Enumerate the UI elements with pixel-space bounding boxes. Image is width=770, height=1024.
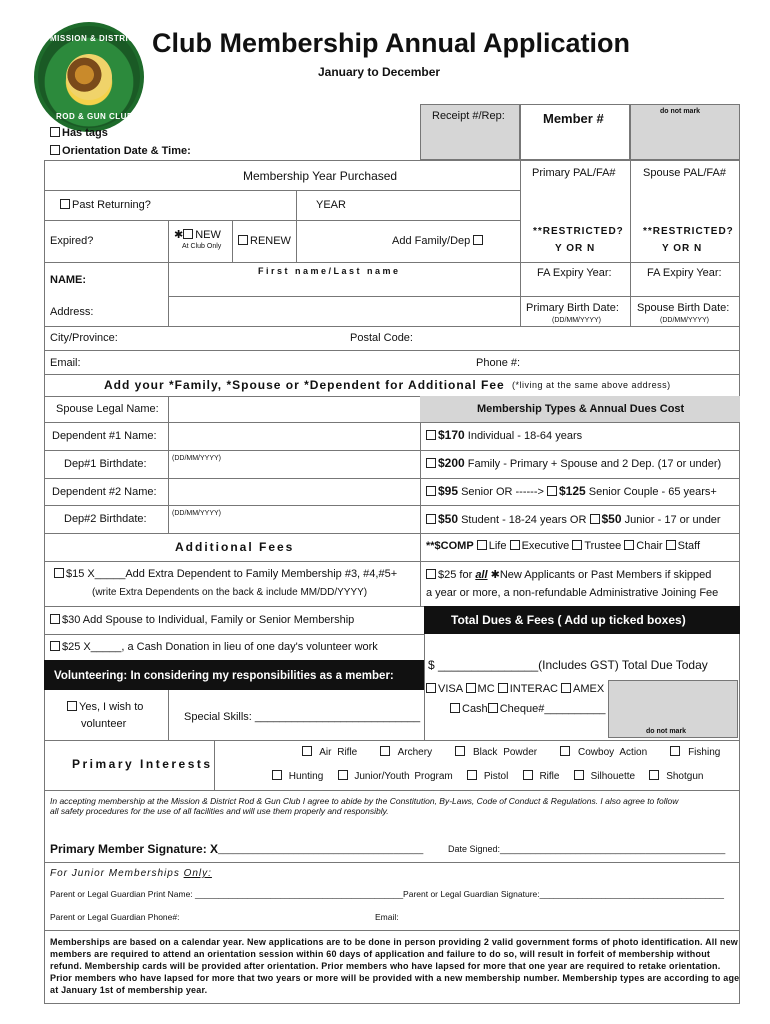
mc-checkbox[interactable]	[466, 683, 476, 693]
membership-year-heading: Membership Year Purchased	[243, 169, 398, 183]
has-tags-checkbox[interactable]	[50, 127, 108, 139]
trustee-checkbox[interactable]	[572, 540, 582, 550]
junior-heading	[50, 868, 212, 879]
executive-label: Executive	[521, 540, 570, 552]
comp-label: **$COMP	[426, 540, 474, 552]
new-checkbox[interactable]: ✱ NEW	[174, 229, 221, 241]
shotgun-label: Shotgun	[666, 771, 704, 782]
new-label: NEW	[195, 229, 221, 241]
add-family-checkbox[interactable]	[392, 235, 485, 247]
address-field[interactable]	[168, 298, 520, 324]
cash-donation-fee-text: $25 X_____, a Cash Donation in lieu of one day's volunteer work	[62, 641, 378, 653]
junior-heading-only: Only:	[183, 868, 212, 879]
restricted-primary-label: **RESTRICTED?	[533, 226, 624, 237]
has-tags-label: Has tags	[62, 127, 108, 139]
club-logo	[34, 22, 144, 132]
admin-fee-text: New Applicants or Past Members if skipped	[499, 569, 712, 581]
air-rifle-checkbox[interactable]	[302, 746, 312, 756]
life-label: Life	[488, 540, 507, 552]
dues-student[interactable]	[426, 512, 721, 526]
staff-checkbox[interactable]	[666, 540, 676, 550]
dependent2-name-label: Dependent #2 Name:	[52, 486, 157, 498]
past-returning-checkbox[interactable]	[60, 199, 151, 211]
chair-checkbox[interactable]	[624, 540, 634, 550]
interac-label: INTERAC	[509, 683, 558, 695]
archery-checkbox[interactable]	[380, 746, 390, 756]
date-signed-field[interactable]: Date Signed:_____________________________________________	[448, 844, 726, 854]
admin-fee-row[interactable]: $25 for all ✱New Applicants or Past Members if skipped	[426, 568, 711, 581]
renew-checkbox[interactable]	[238, 235, 291, 247]
rifle-checkbox[interactable]	[523, 770, 533, 780]
email-label: Email:	[50, 357, 81, 369]
agreement-text-1: In accepting membership at the Mission & District Rod & Gun Club I agree to abide by the Constitution, By-Laws, Code of Conduct & Regulations. I also agree to follow	[50, 796, 679, 806]
dependent2-birthdate-format: (DD/MM/YYYY)	[172, 510, 221, 517]
silhouette-label: Silhouette	[590, 771, 636, 782]
dues-individual[interactable]	[426, 428, 582, 442]
visa-checkbox[interactable]	[426, 683, 436, 693]
primary-birth-label: Primary Birth Date:	[526, 302, 619, 314]
black-powder-label: Black Powder	[472, 747, 538, 758]
fa-expiry-spouse-label: FA Expiry Year:	[647, 267, 722, 279]
add-family-label: Add Family/Dep	[392, 235, 471, 247]
additional-fees-heading: Additional Fees	[175, 540, 295, 554]
family-heading: Add your *Family, *Spouse or *Dependent for Additional Fee	[104, 378, 505, 392]
receipt-label: Receipt #/Rep:	[432, 110, 505, 122]
dues-family[interactable]	[426, 456, 721, 470]
restricted-spouse-yn: Y OR N	[662, 243, 703, 254]
first-last-name-hint: First name/Last name	[258, 266, 401, 276]
extra-dependent-fee[interactable]	[54, 568, 397, 580]
amex-checkbox[interactable]	[561, 683, 571, 693]
address-label: Address:	[50, 306, 94, 318]
staff-label: Staff	[677, 540, 701, 552]
orientation-label: Orientation Date & Time:	[62, 145, 191, 157]
pistol-checkbox[interactable]	[467, 770, 477, 780]
hunting-label: Hunting	[288, 771, 324, 782]
dues-comp-row	[426, 540, 700, 552]
chair-label: Chair	[636, 540, 663, 552]
junior-youth-checkbox[interactable]	[338, 770, 348, 780]
spouse-pal-label: Spouse PAL/FA#	[643, 167, 726, 179]
dependent1-name-label: Dependent #1 Name:	[52, 430, 157, 442]
total-due-today[interactable]: $ _______________(Includes GST) Total Due Today	[428, 658, 708, 672]
city-label: City/Province:	[50, 332, 118, 344]
name-field[interactable]	[168, 278, 520, 296]
expired-label: Expired?	[50, 235, 94, 247]
admin-fee-text-2: a year or more, a non-refundable Administrative Joining Fee	[426, 587, 719, 599]
signature-field[interactable]: _________________________________________	[218, 844, 424, 854]
dues-family-price: $200	[438, 456, 465, 470]
dues-student-text: Student - 18-24 years OR	[461, 514, 587, 526]
family-note: (*living at the same above address)	[512, 380, 671, 390]
volunteer-heading: Volunteering: In considering my responsibilities as a member:	[54, 670, 394, 682]
total-dues-heading: Total Dues & Fees ( Add up ticked boxes)	[451, 613, 686, 627]
page-subtitle: January to December	[318, 65, 441, 79]
interests-row-1	[302, 746, 720, 758]
pheasant-icon	[66, 54, 112, 100]
junior-youth-label: Junior/Youth Program	[354, 771, 453, 782]
dues-individual-price: $170	[438, 428, 465, 442]
mc-label: MC	[477, 683, 495, 695]
past-returning-label: Past Returning?	[72, 199, 151, 211]
visa-label: VISA	[438, 683, 463, 695]
payment-cash-row	[450, 703, 606, 715]
office-do-not-mark-label: do not mark	[646, 728, 687, 735]
restricted-spouse-label: **RESTRICTED?	[643, 226, 734, 237]
cheque-checkbox[interactable]	[488, 703, 498, 713]
add-spouse-fee[interactable]	[50, 614, 354, 626]
hunting-checkbox[interactable]	[272, 770, 282, 780]
pistol-label: Pistol	[483, 771, 509, 782]
special-skills-field[interactable]: Special Skills: ___________________________	[184, 711, 421, 723]
extra-dependent-fee-text: $15 X_____Add Extra Dependent to Family Membership #3, #4,#5+	[66, 568, 398, 580]
do-not-mark-label: do not mark	[660, 108, 701, 115]
shotgun-checkbox[interactable]	[649, 770, 659, 780]
archery-label: Archery	[397, 747, 433, 758]
membership-rules-text: Memberships are based on a calendar year. New applications are to be done in person providing 2 valid government forms of photo identification. All new members are required to attend an orientation session within 60 days of application and failure to do so, will result in forfeit of membership without refund. Membership cards will be provided after orientation. Prior members who have lapsed for more that one year are required to retake orientation. Prior members who have lapsed for more that two years or more will be provided with a new membership number. Membership types are according to age at January 1st of membership year.	[50, 937, 740, 995]
spouse-birth-format: (DD/MM/YYYY)	[660, 317, 709, 324]
payment-cards-row	[426, 683, 604, 695]
cowboy-action-checkbox[interactable]	[560, 746, 570, 756]
cheque-label: Cheque#__________	[499, 703, 606, 715]
logo-text-bottom: ROD & GUN CLUB	[56, 112, 134, 121]
fishing-label: Fishing	[688, 747, 721, 758]
dependent1-birthdate-format: (DD/MM/YYYY)	[172, 455, 221, 462]
rifle-label: Rifle	[539, 771, 560, 782]
orientation-checkbox[interactable]	[50, 145, 191, 157]
cowboy-action-label: Cowboy Action	[578, 747, 648, 758]
dues-junior-price: $50	[601, 512, 622, 526]
dues-family-text: Family - Primary + Spouse and 2 Dep. (17 or under)	[467, 458, 722, 470]
executive-checkbox[interactable]	[510, 540, 520, 550]
dues-senior-couple-text: Senior Couple - 65 years+	[588, 486, 717, 498]
fishing-checkbox[interactable]	[670, 746, 680, 756]
postal-label: Postal Code:	[350, 332, 413, 344]
at-club-only-note: At Club Only	[182, 243, 222, 250]
primary-birth-format: (DD/MM/YYYY)	[552, 317, 601, 324]
admin-fee-price: $25 for	[438, 569, 473, 581]
guardian-name-row[interactable]: Parent or Legal Guardian Print Name: ____________________________________________Parent or Legal Guardian Signature:_______________________________________	[50, 889, 724, 899]
cash-label: Cash	[462, 703, 488, 715]
volunteer-yes-label: Yes, I wish to	[79, 701, 144, 713]
dependent1-birthdate-label: Dep#1 Birthdate:	[64, 458, 147, 470]
dues-heading: Membership Types & Annual Dues Cost	[477, 403, 685, 415]
renew-label: RENEW	[250, 235, 291, 247]
dues-junior-text: Junior - 17 or under	[624, 514, 721, 526]
dues-student-price: $50	[438, 512, 459, 526]
signature-label: Primary Member Signature: X	[50, 842, 219, 856]
extra-dependent-note: (write Extra Dependents on the back & include MM/DD/YYYY)	[92, 587, 368, 598]
primary-interests-heading: Primary Interests	[72, 757, 213, 771]
dependent2-birthdate-label: Dep#2 Birthdate:	[64, 513, 147, 525]
fa-expiry-primary-label: FA Expiry Year:	[537, 267, 612, 279]
agreement-text-2: all safety procedures for the use of all facilities and will use them properly and responsibly.	[50, 806, 389, 816]
year-label: YEAR	[316, 199, 346, 211]
cash-donation-fee[interactable]	[50, 641, 378, 653]
life-checkbox[interactable]	[477, 540, 487, 550]
junior-heading-text: For Junior Memberships	[50, 868, 180, 879]
spouse-birth-label: Spouse Birth Date:	[637, 302, 730, 314]
admin-fee-all: all	[475, 569, 488, 581]
member-label: Member #	[543, 111, 604, 126]
spouse-legal-name-label: Spouse Legal Name:	[56, 403, 159, 415]
amex-label: AMEX	[573, 683, 605, 695]
page-title: Club Membership Annual Application	[152, 28, 631, 58]
air-rifle-label: Air Rifle	[319, 747, 358, 758]
dues-senior[interactable]	[426, 484, 717, 498]
primary-pal-label: Primary PAL/FA#	[532, 167, 616, 179]
phone-label: Phone #:	[476, 357, 521, 369]
black-powder-checkbox[interactable]	[455, 746, 465, 756]
volunteer-yes-label-2: volunteer	[81, 718, 127, 730]
restricted-primary-yn: Y OR N	[555, 243, 596, 254]
interac-checkbox[interactable]	[498, 683, 508, 693]
dues-individual-text: Individual - 18-64 years	[467, 430, 583, 442]
add-spouse-fee-text: $30 Add Spouse to Individual, Family or Senior Membership	[62, 614, 355, 626]
dues-senior-couple-price: $125	[558, 484, 586, 498]
trustee-label: Trustee	[584, 540, 622, 552]
volunteer-yes-checkbox[interactable]	[67, 701, 143, 713]
dues-senior-text: Senior OR ------>	[461, 486, 544, 498]
silhouette-checkbox[interactable]	[574, 770, 584, 780]
guardian-phone-label: Parent or Legal Guardian Phone#:	[50, 912, 180, 922]
cash-checkbox[interactable]	[450, 703, 460, 713]
guardian-email-label: Email:	[375, 912, 399, 922]
name-label: NAME:	[50, 274, 87, 286]
interests-row-2	[272, 770, 703, 782]
dues-senior-price: $95	[438, 484, 459, 498]
logo-text-top: MISSION & DISTRICT	[50, 34, 140, 43]
